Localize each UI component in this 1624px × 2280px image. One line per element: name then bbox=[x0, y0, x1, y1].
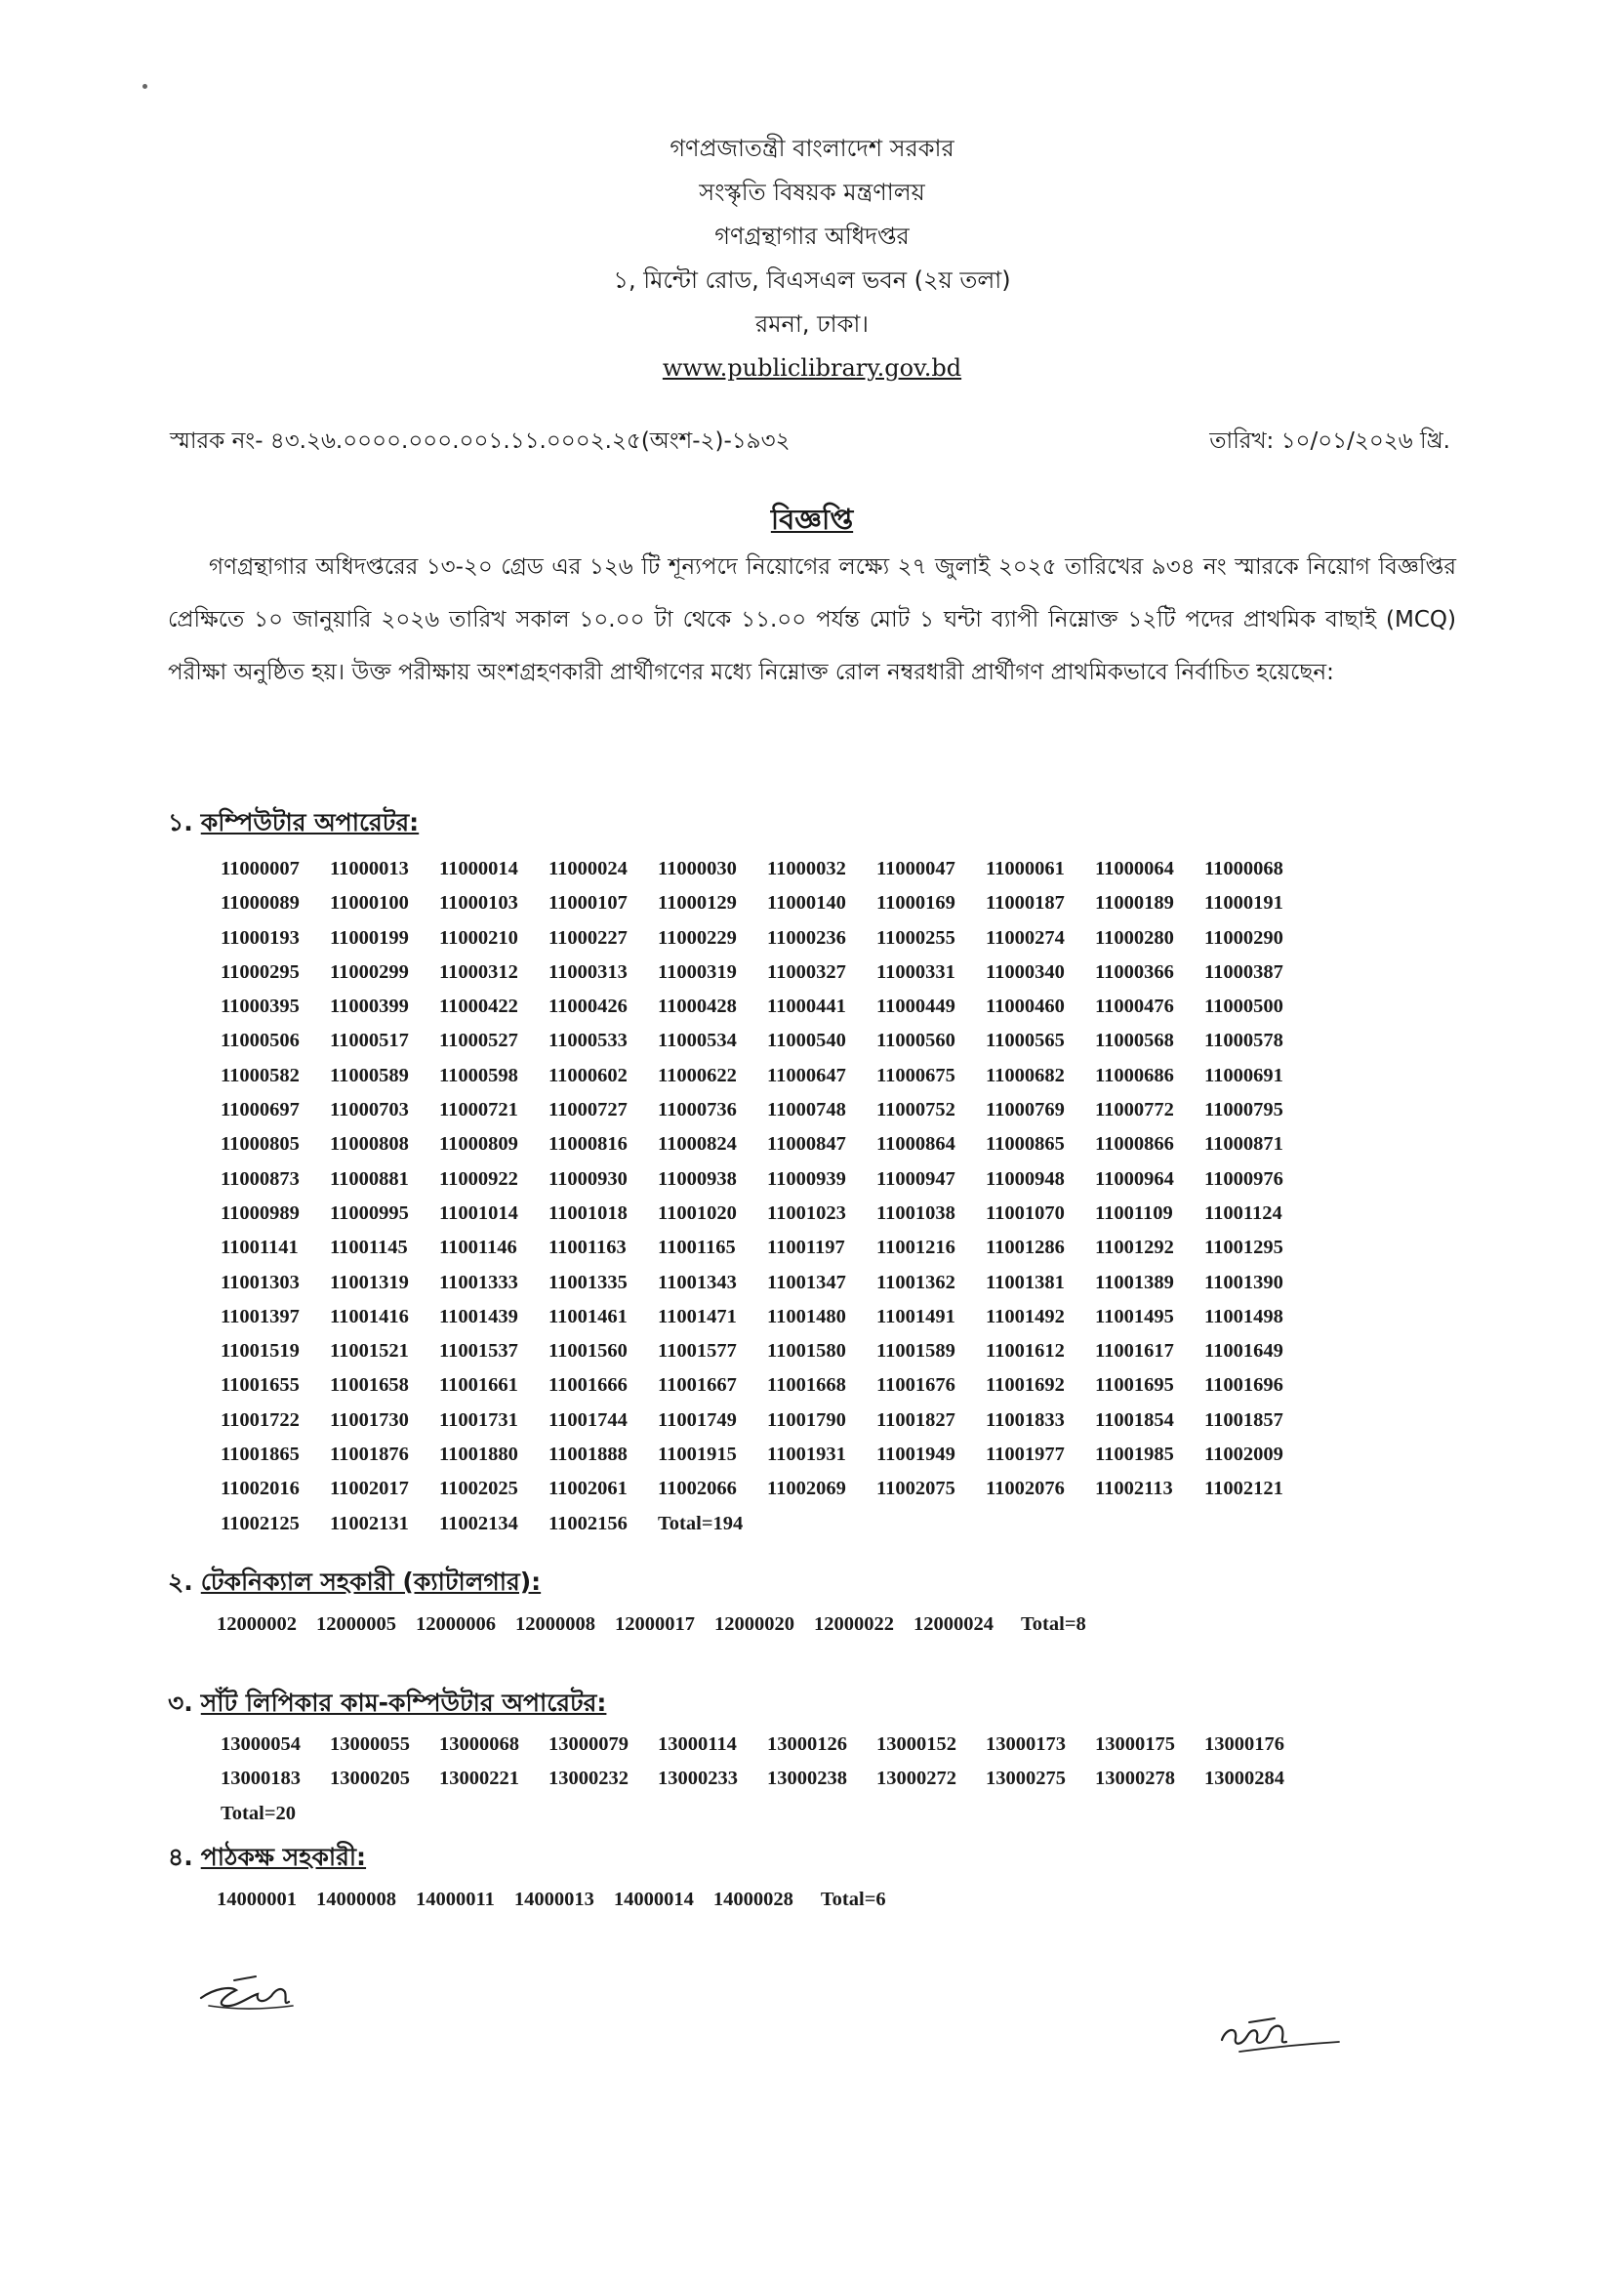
roll-number: 11000866 bbox=[1095, 1133, 1174, 1156]
roll-number: 11000506 bbox=[221, 1030, 300, 1052]
section-total: Total=6 bbox=[820, 1889, 886, 1910]
roll-number: 11001589 bbox=[876, 1340, 955, 1363]
roll-number: 11000647 bbox=[767, 1064, 846, 1086]
roll-number: 13000054 bbox=[221, 1733, 301, 1755]
roll-number: 13000238 bbox=[767, 1768, 847, 1790]
section-title: পাঠকক্ষ সহকারী: bbox=[200, 1843, 367, 1871]
roll-number: 11001498 bbox=[1204, 1305, 1283, 1327]
roll-number: 11000816 bbox=[548, 1133, 628, 1156]
roll-number: 11000428 bbox=[658, 996, 737, 1018]
roll-number: 11001931 bbox=[767, 1444, 846, 1466]
roll-number: 11000805 bbox=[221, 1133, 300, 1156]
roll-number: 11000366 bbox=[1095, 960, 1174, 983]
roll-number: 11000560 bbox=[876, 1030, 955, 1052]
roll-number: 11001163 bbox=[548, 1237, 627, 1259]
roll-number: 11001827 bbox=[876, 1408, 955, 1431]
roll-number: 11001658 bbox=[330, 1374, 409, 1397]
roll-number: 11001749 bbox=[658, 1408, 737, 1431]
roll-number: 11000752 bbox=[876, 1099, 955, 1121]
roll-number: 11000169 bbox=[876, 892, 955, 915]
roll-number: 11000540 bbox=[767, 1030, 846, 1052]
roll-number: 11000319 bbox=[658, 960, 737, 983]
roll-number: 11000691 bbox=[1204, 1064, 1283, 1086]
roll-number: 11000721 bbox=[439, 1099, 518, 1121]
govt-name: গণপ্রজাতন্ত্রী বাংলাদেশ সরকার bbox=[670, 135, 954, 162]
roll-number: 11000426 bbox=[548, 996, 628, 1018]
roll-number: 11000795 bbox=[1204, 1099, 1283, 1121]
roll-number: 13000183 bbox=[221, 1768, 301, 1790]
roll-number: 11002076 bbox=[986, 1478, 1065, 1500]
ministry-name: সংস্কৃতি বিষয়ক মন্ত্রণালয় bbox=[699, 179, 925, 206]
roll-number: 11000922 bbox=[439, 1167, 518, 1190]
roll-number: 11002061 bbox=[548, 1478, 628, 1500]
roll-number: 13000272 bbox=[876, 1768, 956, 1790]
roll-number: 11000939 bbox=[767, 1167, 846, 1190]
section-heading-technical-assistant bbox=[168, 1563, 541, 1605]
roll-number: 11000210 bbox=[439, 926, 518, 949]
roll-number: 11000995 bbox=[330, 1201, 409, 1224]
roll-number: 11001580 bbox=[767, 1340, 846, 1363]
roll-number: 11001730 bbox=[330, 1408, 409, 1431]
roll-number: 11001347 bbox=[767, 1271, 846, 1293]
roll-number: 11000007 bbox=[221, 858, 300, 879]
roll-number: 11001146 bbox=[439, 1237, 517, 1259]
roll-number: 12000022 bbox=[814, 1613, 894, 1635]
roll-number: 11000089 bbox=[221, 892, 300, 915]
roll-list-technical-assistant bbox=[217, 1613, 1104, 1636]
office-address: ১, মিন্টো রোড, বিএসএল ভবন (২য় তলা) bbox=[613, 266, 1011, 294]
roll-number: 11000565 bbox=[986, 1030, 1065, 1052]
roll-number: 11000964 bbox=[1095, 1167, 1174, 1190]
roll-number: 11000013 bbox=[330, 858, 409, 879]
roll-number: 11000236 bbox=[767, 926, 846, 949]
roll-number: 11001492 bbox=[986, 1305, 1065, 1327]
notice-title: বিজ্ঞপ্তি bbox=[770, 503, 854, 536]
roll-number: 11001696 bbox=[1204, 1374, 1283, 1397]
roll-number: 11001319 bbox=[330, 1271, 409, 1293]
roll-number: 11001617 bbox=[1095, 1340, 1174, 1363]
department-name: গণগ্রন্থাগার অধিদপ্তর bbox=[714, 223, 910, 250]
roll-number: 11001165 bbox=[658, 1237, 736, 1259]
roll-number: 11000014 bbox=[439, 858, 518, 879]
roll-number: 11000568 bbox=[1095, 1030, 1174, 1052]
roll-number: 11001018 bbox=[548, 1201, 628, 1224]
roll-number: 11001197 bbox=[767, 1237, 845, 1259]
roll-number: 11001020 bbox=[658, 1201, 737, 1224]
roll-number: 11000602 bbox=[548, 1064, 628, 1086]
roll-number: 11001070 bbox=[986, 1201, 1065, 1224]
roll-number: 11001876 bbox=[330, 1444, 409, 1466]
roll-number: 13000232 bbox=[548, 1768, 629, 1790]
roll-number: 12000006 bbox=[416, 1613, 496, 1635]
signature-right bbox=[1210, 2001, 1347, 2069]
section-heading-stenographer bbox=[168, 1684, 606, 1726]
roll-number: 11000395 bbox=[221, 996, 300, 1018]
roll-number: 11000589 bbox=[330, 1064, 409, 1086]
roll-number: 11000460 bbox=[986, 996, 1065, 1018]
roll-number: 11001480 bbox=[767, 1305, 846, 1327]
roll-number: 11001343 bbox=[658, 1271, 737, 1293]
roll-number: 13000126 bbox=[767, 1733, 847, 1755]
roll-number: 11001390 bbox=[1204, 1271, 1283, 1293]
roll-number: 11001216 bbox=[876, 1237, 955, 1259]
roll-number: 11001655 bbox=[221, 1374, 300, 1397]
roll-number: 11000441 bbox=[767, 996, 846, 1018]
roll-number: 13000205 bbox=[330, 1768, 410, 1790]
roll-number: 11000527 bbox=[439, 1030, 518, 1052]
roll-number: 11001985 bbox=[1095, 1444, 1174, 1466]
roll-number: 11000938 bbox=[658, 1167, 737, 1190]
roll-number: 11001949 bbox=[876, 1444, 955, 1466]
roll-number: 13000173 bbox=[986, 1733, 1066, 1755]
roll-number: 11001649 bbox=[1204, 1340, 1283, 1363]
roll-number: 11001461 bbox=[548, 1305, 628, 1327]
roll-number: 11000533 bbox=[548, 1030, 628, 1052]
roll-number: 11000387 bbox=[1204, 960, 1283, 983]
roll-number: 11000865 bbox=[986, 1133, 1065, 1156]
roll-number: 11002016 bbox=[221, 1478, 300, 1500]
roll-number: 11001362 bbox=[876, 1271, 955, 1293]
roll-number: 11002066 bbox=[658, 1478, 737, 1500]
roll-number: 13000278 bbox=[1095, 1768, 1175, 1790]
roll-number: 11001668 bbox=[767, 1374, 846, 1397]
roll-number: 11000881 bbox=[330, 1167, 409, 1190]
roll-number: 11000422 bbox=[439, 996, 518, 1018]
roll-number: 11000312 bbox=[439, 960, 518, 983]
roll-number: 11002009 bbox=[1204, 1444, 1283, 1466]
roll-number: 11001286 bbox=[986, 1237, 1065, 1259]
roll-number: 11000947 bbox=[876, 1167, 955, 1190]
roll-number: 11000864 bbox=[876, 1133, 955, 1156]
roll-number: 11000187 bbox=[986, 892, 1065, 915]
roll-number: 14000013 bbox=[513, 1889, 594, 1910]
section-total: Total=8 bbox=[1021, 1613, 1086, 1635]
roll-number: 11001381 bbox=[986, 1271, 1065, 1293]
roll-number: 11001731 bbox=[439, 1408, 518, 1431]
roll-number: 11000024 bbox=[548, 858, 628, 879]
roll-number: 11001915 bbox=[658, 1444, 737, 1466]
roll-number: 11001977 bbox=[986, 1444, 1065, 1466]
roll-list-reading-room-assistant bbox=[217, 1889, 904, 1911]
roll-number: 11001124 bbox=[1204, 1201, 1282, 1224]
roll-number: 11001722 bbox=[221, 1408, 300, 1431]
roll-number: 11001661 bbox=[439, 1374, 518, 1397]
roll-number: 11001495 bbox=[1095, 1305, 1174, 1327]
roll-number: 11000103 bbox=[439, 892, 518, 915]
roll-number: 11000068 bbox=[1204, 858, 1283, 879]
office-city: রমনা, ঢাকা। bbox=[755, 310, 869, 338]
roll-number: 13000221 bbox=[439, 1768, 519, 1790]
roll-number: 13000175 bbox=[1095, 1733, 1175, 1755]
roll-number: 11001471 bbox=[658, 1305, 737, 1327]
roll-number: 11001790 bbox=[767, 1408, 846, 1431]
section-total: Total=194 bbox=[658, 1512, 744, 1534]
roll-number: 11000449 bbox=[876, 996, 955, 1018]
roll-number: 13000176 bbox=[1204, 1733, 1284, 1755]
roll-number: 11000948 bbox=[986, 1167, 1065, 1190]
roll-number: 11001333 bbox=[439, 1271, 518, 1293]
roll-number: 11001857 bbox=[1204, 1408, 1283, 1431]
roll-number: 11001695 bbox=[1095, 1374, 1174, 1397]
roll-number: 13000275 bbox=[986, 1768, 1066, 1790]
letterhead bbox=[0, 127, 1624, 390]
roll-number: 11002069 bbox=[767, 1478, 846, 1500]
roll-number: 11001141 bbox=[221, 1237, 299, 1259]
roll-list-stenographer bbox=[221, 1728, 1314, 1831]
roll-number: 11000534 bbox=[658, 1030, 737, 1052]
roll-number: 11000140 bbox=[767, 892, 846, 915]
roll-number: 11000769 bbox=[986, 1099, 1065, 1121]
roll-number: 11001521 bbox=[330, 1340, 409, 1363]
roll-number: 13000068 bbox=[439, 1733, 519, 1755]
roll-number: 13000284 bbox=[1204, 1768, 1284, 1790]
section-number: ১. bbox=[168, 808, 193, 836]
roll-number: 11002017 bbox=[330, 1478, 409, 1500]
roll-number: 13000114 bbox=[658, 1733, 737, 1755]
roll-number: 11001666 bbox=[548, 1374, 628, 1397]
roll-number: 11000189 bbox=[1095, 892, 1174, 915]
roll-number: 11001014 bbox=[439, 1201, 518, 1224]
roll-number: 11001389 bbox=[1095, 1271, 1174, 1293]
roll-number: 11000578 bbox=[1204, 1030, 1283, 1052]
roll-number: 13000233 bbox=[658, 1768, 738, 1790]
roll-number: 12000005 bbox=[316, 1613, 396, 1635]
signature-left bbox=[195, 1967, 303, 2020]
roll-number: 11000061 bbox=[986, 858, 1065, 879]
roll-number: 13000079 bbox=[548, 1733, 629, 1755]
roll-number: 11001145 bbox=[330, 1237, 408, 1259]
roll-number: 11000686 bbox=[1095, 1064, 1174, 1086]
roll-number: 11000229 bbox=[658, 926, 737, 949]
roll-number: 11000682 bbox=[986, 1064, 1065, 1086]
roll-number: 11001491 bbox=[876, 1305, 955, 1327]
section-heading-reading-room-assistant bbox=[168, 1838, 366, 1880]
roll-number: 11000274 bbox=[986, 926, 1065, 949]
roll-number: 14000001 bbox=[217, 1889, 297, 1910]
roll-number: 11001397 bbox=[221, 1305, 300, 1327]
roll-number: 11000290 bbox=[1204, 926, 1283, 949]
roll-number: 11000295 bbox=[221, 960, 300, 983]
roll-number: 11001692 bbox=[986, 1374, 1065, 1397]
roll-number: 11001416 bbox=[330, 1305, 409, 1327]
roll-number: 11002134 bbox=[439, 1512, 518, 1534]
roll-number: 11000809 bbox=[439, 1133, 518, 1156]
roll-list-computer-operator bbox=[221, 852, 1314, 1541]
roll-number: 11002121 bbox=[1204, 1478, 1283, 1500]
roll-number: 11000930 bbox=[548, 1167, 628, 1190]
roll-number: 11001612 bbox=[986, 1340, 1065, 1363]
roll-number: 11000476 bbox=[1095, 996, 1174, 1018]
roll-number: 12000008 bbox=[515, 1613, 595, 1635]
roll-number: 11000748 bbox=[767, 1099, 846, 1121]
roll-number: 11000697 bbox=[221, 1099, 300, 1121]
roll-number: 12000002 bbox=[217, 1613, 297, 1635]
roll-number: 11001537 bbox=[439, 1340, 518, 1363]
roll-number: 12000024 bbox=[914, 1613, 994, 1635]
roll-number: 11001292 bbox=[1095, 1237, 1174, 1259]
roll-number: 11000873 bbox=[221, 1167, 300, 1190]
roll-number: 11000032 bbox=[767, 858, 846, 879]
roll-number: 11000255 bbox=[876, 926, 955, 949]
roll-number: 11001109 bbox=[1095, 1201, 1173, 1224]
roll-number: 11000047 bbox=[876, 858, 955, 879]
roll-number: 11000622 bbox=[658, 1064, 737, 1086]
roll-number: 11001560 bbox=[548, 1340, 628, 1363]
roll-number: 11000107 bbox=[548, 892, 628, 915]
roll-number: 11000199 bbox=[330, 926, 409, 949]
roll-number: 11001303 bbox=[221, 1271, 300, 1293]
roll-number: 11000327 bbox=[767, 960, 846, 983]
roll-number: 11000871 bbox=[1204, 1133, 1283, 1156]
roll-number: 12000020 bbox=[714, 1613, 794, 1635]
roll-number: 11000808 bbox=[330, 1133, 409, 1156]
roll-number: 11001667 bbox=[658, 1374, 737, 1397]
roll-number: 11000030 bbox=[658, 858, 737, 879]
roll-number: 11001880 bbox=[439, 1444, 518, 1466]
roll-number: 11002156 bbox=[548, 1512, 628, 1534]
roll-number: 11000736 bbox=[658, 1099, 737, 1121]
roll-number: 11000191 bbox=[1204, 892, 1283, 915]
roll-number: 11000399 bbox=[330, 996, 409, 1018]
scan-speck bbox=[142, 84, 147, 89]
roll-number: 11001519 bbox=[221, 1340, 300, 1363]
roll-number: 11000064 bbox=[1095, 858, 1174, 879]
notice-body-text: গণগ্রন্থাগার অধিদপ্তরের ১৩-২০ গ্রেড এর ১২৬ টি শূন্যপদে নিয়োগের লক্ষ্যে ২৭ জুলাই ২০২৫ তারিখের ৯৩৪ নং স্মারকে নিয়োগ বিজ্ঞপ্তির প্রেক্ষিতে ১০ জানুয়ারি ২০২৬ তারিখ সকাল ১০.০০ টা থেকে ১১.০০ পর্যন্ত মোট ১ ঘন্টা ব্যাপী নিম্নোক্ত ১২টি পদের প্রাথমিক বাছাই (MCQ) পরীক্ষা অনুষ্ঠিত হয়। উক্ত পরীক্ষায় অংশগ্রহণকারী প্রার্থীগণের মধ্যে নিম্নোক্ত রোল নম্বরধারী প্রার্থীগণ প্রাথমিকভাবে নির্বাচিত হয়েছেন: bbox=[168, 554, 1456, 685]
roll-number: 11002075 bbox=[876, 1478, 955, 1500]
roll-number: 11000989 bbox=[221, 1201, 300, 1224]
roll-number: 11001335 bbox=[548, 1271, 628, 1293]
roll-number: 11000517 bbox=[330, 1030, 409, 1052]
roll-number: 11000280 bbox=[1095, 926, 1174, 949]
roll-number: 11000598 bbox=[439, 1064, 518, 1086]
roll-number: 11000703 bbox=[330, 1099, 409, 1121]
roll-number: 11001439 bbox=[439, 1305, 518, 1327]
roll-number: 11000500 bbox=[1204, 996, 1283, 1018]
roll-number: 11001888 bbox=[548, 1444, 628, 1466]
roll-number: 11002113 bbox=[1095, 1478, 1173, 1500]
roll-number: 11001577 bbox=[658, 1340, 737, 1363]
roll-number: 14000011 bbox=[416, 1889, 495, 1910]
roll-number: 13000152 bbox=[876, 1733, 956, 1755]
roll-number: 11000976 bbox=[1204, 1167, 1283, 1190]
section-number: ৪. bbox=[168, 1843, 193, 1871]
section-total: Total=20 bbox=[221, 1802, 296, 1824]
roll-number: 11001295 bbox=[1204, 1237, 1283, 1259]
roll-number: 11000582 bbox=[221, 1064, 300, 1086]
roll-number: 11000313 bbox=[548, 960, 628, 983]
memo-date: তারিখ: ১০/০১/২০২৬ খ্রি. bbox=[1209, 428, 1450, 454]
roll-number: 11000727 bbox=[548, 1099, 628, 1121]
roll-number: 14000008 bbox=[316, 1889, 396, 1910]
roll-number: 11000227 bbox=[548, 926, 628, 949]
section-title: সাঁট লিপিকার কাম-কম্পিউটার অপারেটর: bbox=[200, 1689, 607, 1717]
roll-number: 11000299 bbox=[330, 960, 409, 983]
roll-number: 11000193 bbox=[221, 926, 300, 949]
roll-number: 11001038 bbox=[876, 1201, 955, 1224]
roll-number: 11000675 bbox=[876, 1064, 955, 1086]
roll-number: 11001676 bbox=[876, 1374, 955, 1397]
roll-number: 11001744 bbox=[548, 1408, 628, 1431]
notice-body bbox=[168, 541, 1456, 699]
roll-number: 12000017 bbox=[615, 1613, 695, 1635]
roll-number: 11002025 bbox=[439, 1478, 518, 1500]
website-link[interactable]: www.publiclibrary.gov.bd bbox=[662, 354, 962, 382]
roll-number: 11000129 bbox=[658, 892, 737, 915]
memo-number: স্মারক নং- ৪৩.২৬.০০০০.০০০.০০১.১১.০০০২.২৫(অংশ-২)-১৯৩২ bbox=[170, 428, 791, 454]
roll-number: 11001023 bbox=[767, 1201, 846, 1224]
roll-number: 11000331 bbox=[876, 960, 955, 983]
roll-number: 11001865 bbox=[221, 1444, 300, 1466]
roll-number: 11002131 bbox=[330, 1512, 409, 1534]
roll-number: 11002125 bbox=[221, 1512, 300, 1534]
section-number: ২. bbox=[168, 1568, 193, 1596]
section-heading-computer-operator bbox=[168, 803, 419, 845]
section-title: টেকনিক্যাল সহকারী (ক্যাটালগার): bbox=[200, 1568, 542, 1596]
roll-number: 14000028 bbox=[712, 1889, 793, 1910]
roll-number: 11000847 bbox=[767, 1133, 846, 1156]
section-number: ৩. bbox=[168, 1689, 193, 1717]
roll-number: 11001833 bbox=[986, 1408, 1065, 1431]
roll-number: 13000055 bbox=[330, 1733, 410, 1755]
roll-number: 11000824 bbox=[658, 1133, 737, 1156]
roll-number: 11000100 bbox=[330, 892, 409, 915]
roll-number: 14000014 bbox=[613, 1889, 694, 1910]
roll-number: 11000772 bbox=[1095, 1099, 1174, 1121]
roll-number: 11000340 bbox=[986, 960, 1065, 983]
roll-number: 11001854 bbox=[1095, 1408, 1174, 1431]
section-title: কম্পিউটার অপারেটর: bbox=[200, 808, 420, 836]
